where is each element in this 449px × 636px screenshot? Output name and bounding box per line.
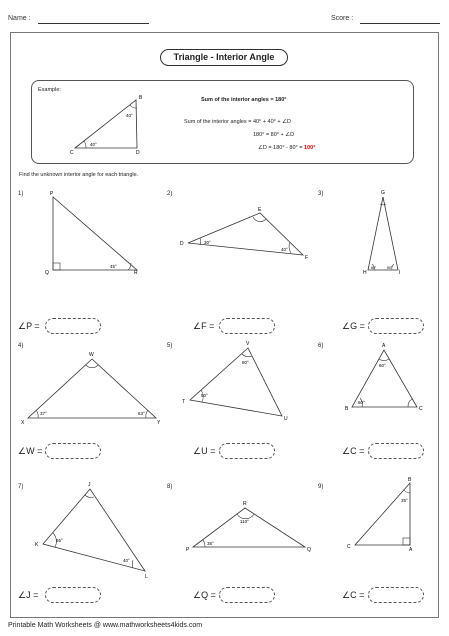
svg-text:F: F: [305, 255, 309, 261]
svg-text:P: P: [50, 191, 54, 197]
svg-text:G: G: [381, 190, 385, 196]
problem-number: 2): [167, 191, 173, 197]
svg-text:80°: 80°: [387, 266, 393, 270]
problem-number: 7): [18, 484, 24, 490]
triangle-2: [178, 205, 313, 263]
problem-number: 1): [18, 191, 24, 197]
example-step-2: 180° = 80° + ∠D: [253, 132, 295, 138]
svg-text:40°: 40°: [123, 558, 130, 563]
svg-text:Y: Y: [157, 420, 161, 426]
answer-field-5[interactable]: [219, 443, 275, 459]
svg-text:37°: 37°: [40, 411, 47, 416]
triangle-8: [183, 496, 313, 554]
svg-text:H: H: [363, 270, 367, 276]
svg-text:60°: 60°: [379, 363, 386, 368]
answer-field-1[interactable]: [45, 318, 101, 334]
svg-text:T: T: [182, 399, 186, 405]
svg-text:63°: 63°: [138, 411, 145, 416]
answer-label-j: ∠J =: [18, 590, 39, 600]
answer-label-w: ∠W =: [18, 446, 43, 456]
answer-field-6[interactable]: [368, 443, 424, 459]
svg-text:P: P: [186, 547, 190, 553]
step-3-text: ∠D = 180° - 80° =: [258, 145, 305, 151]
svg-text:110°: 110°: [240, 519, 249, 524]
svg-text:40°: 40°: [281, 247, 288, 252]
triangle-7: [33, 480, 153, 580]
svg-text:A: A: [382, 343, 386, 349]
triangle-5: [180, 338, 290, 423]
svg-text:50°: 50°: [201, 393, 208, 398]
example-answer: 100°: [304, 145, 316, 151]
svg-text:35°: 35°: [207, 541, 214, 546]
sum-rule: Sum of the interior angles = 180°: [201, 97, 287, 103]
answer-label-f: ∠F =: [193, 321, 215, 331]
angle-label: 40°: [90, 142, 97, 147]
answer-label-q: ∠Q =: [193, 590, 216, 600]
example-step-3: [258, 145, 315, 151]
svg-text:V: V: [246, 341, 250, 347]
svg-text:W: W: [89, 352, 94, 358]
example-triangle: [70, 93, 160, 155]
example-step-1: Sum of the interior angles = 40° + 40° + ∠D: [184, 119, 292, 125]
page-title: Triangle - Interior Angle: [160, 49, 288, 66]
answer-field-4[interactable]: [45, 443, 101, 459]
problem-number: 6): [318, 343, 324, 349]
name-label: Name :: [8, 15, 31, 22]
angle-label: 40°: [126, 113, 133, 118]
svg-text:80°: 80°: [371, 266, 377, 270]
svg-text:B: B: [345, 406, 349, 412]
answer-label-c2: ∠C =: [342, 590, 365, 600]
footer-text: Printable Math Worksheets @ www.mathworksheets4kids.com: [8, 622, 203, 629]
svg-text:Q: Q: [307, 547, 311, 553]
answer-field-3[interactable]: [368, 318, 424, 334]
answer-label-g: ∠G =: [342, 321, 365, 331]
svg-text:I: I: [399, 270, 401, 276]
name-line[interactable]: [38, 23, 149, 24]
svg-text:E: E: [258, 207, 262, 213]
problem-number: 9): [318, 484, 324, 490]
problem-number: 8): [167, 484, 173, 490]
svg-text:Q: Q: [45, 270, 49, 275]
answer-field-8[interactable]: [219, 587, 275, 603]
svg-text:R: R: [243, 501, 247, 507]
answer-field-2[interactable]: [219, 318, 275, 334]
answer-label-c: ∠C =: [342, 446, 365, 456]
svg-text:C: C: [347, 544, 351, 550]
vertex-label: C: [70, 150, 74, 155]
svg-text:D: D: [180, 241, 184, 247]
vertex-label: D: [136, 150, 140, 155]
svg-text:80°: 80°: [242, 360, 249, 365]
instruction: Find the unknown interior angle for each triangle.: [19, 172, 139, 178]
score-line[interactable]: [360, 23, 440, 24]
answer-label-p: ∠P =: [18, 321, 40, 331]
svg-text:X: X: [21, 420, 25, 426]
svg-text:A: A: [409, 547, 413, 553]
answer-field-7[interactable]: [45, 587, 101, 603]
triangle-1: [45, 190, 145, 275]
svg-text:35°: 35°: [401, 498, 408, 503]
svg-text:C: C: [419, 406, 423, 412]
example-label: Example:: [38, 87, 61, 93]
triangle-9: [343, 475, 423, 555]
svg-text:K: K: [35, 542, 39, 548]
svg-text:B: B: [408, 477, 412, 483]
triangle-3: [362, 188, 407, 278]
svg-text:U: U: [284, 416, 288, 422]
svg-text:30°: 30°: [204, 240, 211, 245]
problem-number: 5): [167, 343, 173, 349]
svg-text:65°: 65°: [56, 538, 63, 543]
svg-text:R: R: [134, 270, 138, 275]
answer-label-u: ∠U =: [193, 446, 216, 456]
problem-number: 3): [318, 191, 324, 197]
vertex-label: B: [139, 95, 143, 101]
triangle-4: [20, 348, 165, 428]
svg-text:45°: 45°: [110, 264, 117, 269]
problem-number: 4): [18, 343, 24, 349]
triangle-6: [342, 340, 432, 420]
svg-text:J: J: [88, 482, 91, 488]
svg-text:L: L: [145, 574, 148, 580]
svg-text:60°: 60°: [358, 400, 365, 405]
answer-field-9[interactable]: [368, 587, 424, 603]
score-label: Score :: [331, 15, 354, 22]
